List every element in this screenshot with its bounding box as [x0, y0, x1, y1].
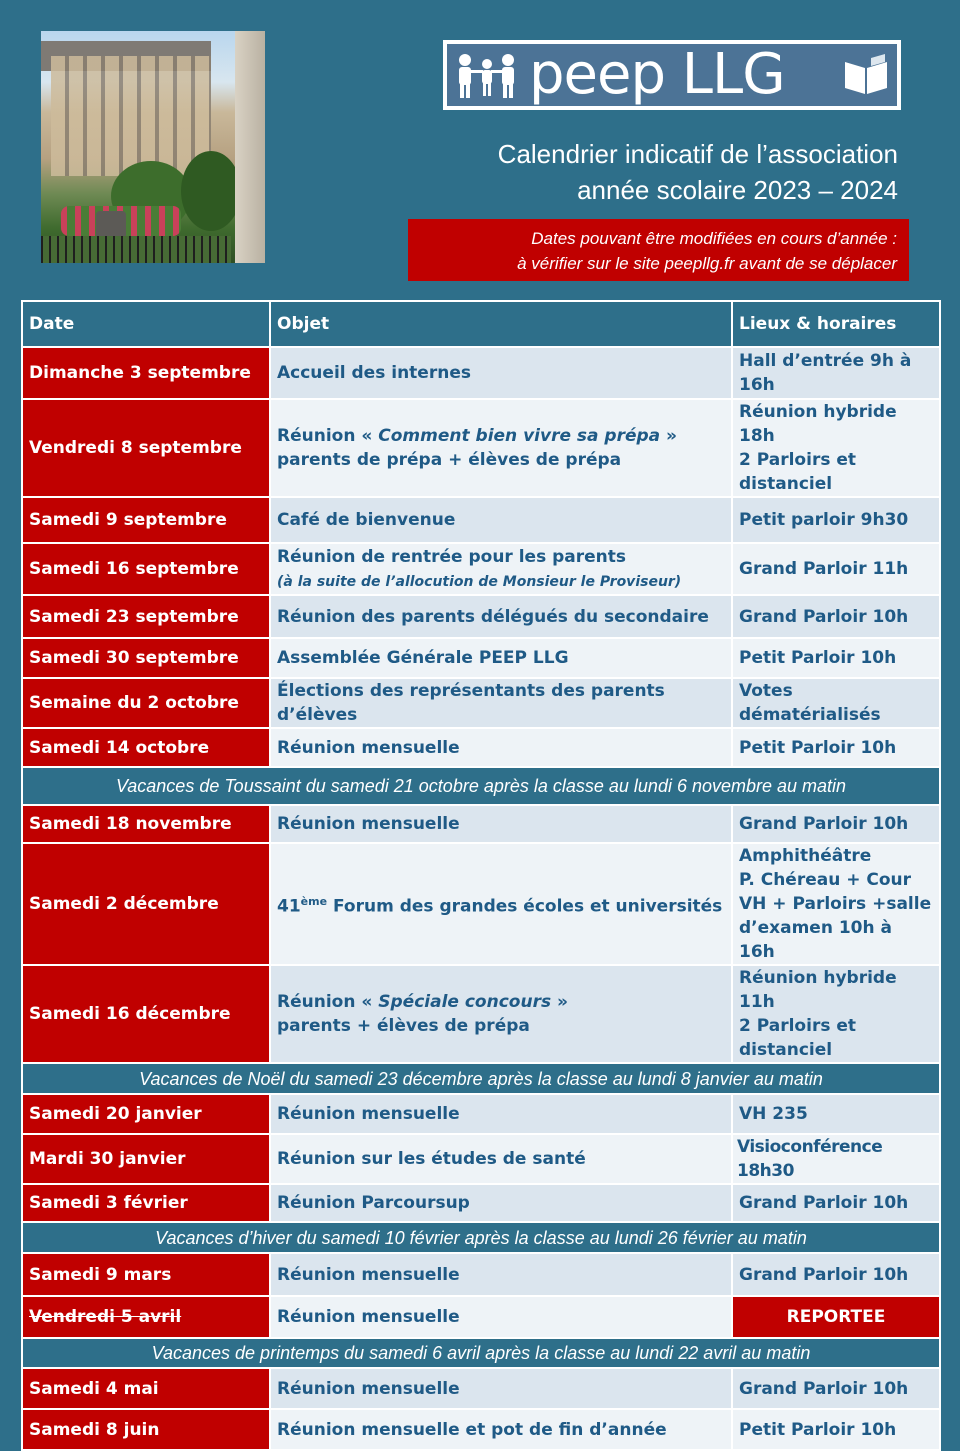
row-objet	[270, 965, 732, 1063]
row-lieux: VH 235	[732, 1094, 940, 1134]
table-row	[22, 347, 940, 399]
row-objet: Accueil des internes	[270, 347, 732, 399]
vacation-text: Vacances de printemps du samedi 6 avril après la classe au lundi 22 avril au matin	[22, 1338, 940, 1368]
row-objet: Assemblée Générale PEEP LLG	[270, 638, 732, 678]
objet-line-1: Réunion de rentrée pour les parents	[277, 546, 627, 567]
objet-line-2: parents + élèves de prépa	[277, 1016, 530, 1036]
lieux-line-1: Réunion hybride 18h	[739, 402, 897, 446]
table-row	[22, 805, 940, 843]
notice-line-1: Dates pouvant être modifiées en cours d’année :	[531, 229, 897, 248]
row-lieux: Votes dématérialisés	[732, 678, 940, 728]
row-date: Samedi 20 janvier	[22, 1094, 270, 1134]
row-objet	[270, 399, 732, 497]
row-objet: Réunion des parents délégués du secondaire	[270, 595, 732, 638]
table-row	[22, 728, 940, 767]
table-row	[22, 1184, 940, 1222]
row-date: Samedi 16 décembre	[22, 965, 270, 1063]
row-date: Samedi 4 mai	[22, 1368, 270, 1409]
row-objet: Élections des représentants des parents d’élèves	[270, 678, 732, 728]
row-lieux: Visioconférence 18h30	[732, 1134, 940, 1184]
lieux-line-1: Réunion hybride 11h	[739, 968, 897, 1012]
row-lieux: Grand Parloir 10h	[732, 1253, 940, 1296]
status-badge: REPORTEE	[732, 1296, 940, 1338]
objet-number: 41	[277, 896, 301, 917]
page-title	[498, 136, 898, 208]
calendar-table	[21, 300, 941, 1451]
table-row	[22, 543, 940, 595]
lieux-line-1: Amphithéâtre	[739, 846, 872, 866]
row-date: Samedi 23 septembre	[22, 595, 270, 638]
lieux-line-4: d’examen 10h à 16h	[739, 918, 893, 962]
row-date: Samedi 9 mars	[22, 1253, 270, 1296]
row-date: Vendredi 8 septembre	[22, 399, 270, 497]
row-objet: Réunion mensuelle	[270, 1296, 732, 1338]
row-objet: Réunion sur les études de santé	[270, 1134, 732, 1184]
open-book-icon	[841, 52, 891, 98]
row-objet: Réunion Parcoursup	[270, 1184, 732, 1222]
row-lieux: Grand Parloir 10h	[732, 805, 940, 843]
table-row	[22, 595, 940, 638]
row-lieux	[732, 399, 940, 497]
vacation-row	[22, 1338, 940, 1368]
table-row	[22, 843, 940, 965]
vacation-row	[22, 1222, 940, 1253]
row-date: Samedi 16 septembre	[22, 543, 270, 595]
row-date: Mardi 30 janvier	[22, 1134, 270, 1184]
objet-prefix: Réunion «	[277, 992, 379, 1012]
row-lieux: Grand Parloir 10h	[732, 595, 940, 638]
row-date: Samedi 14 octobre	[22, 728, 270, 767]
vacation-text: Vacances de Toussaint du samedi 21 octobre après la classe au lundi 6 novembre au matin	[22, 767, 940, 805]
table-row	[22, 399, 940, 497]
lieux-line-3: VH + Parloirs +salle	[739, 894, 932, 914]
row-objet: Réunion mensuelle	[270, 728, 732, 767]
notice-banner	[408, 219, 909, 281]
objet-suffix: »	[660, 426, 678, 446]
row-lieux: Petit Parloir 10h	[732, 728, 940, 767]
objet-line-2: parents de prépa + élèves de prépa	[277, 450, 622, 470]
objet-italic: Spéciale concours	[378, 992, 552, 1012]
row-date: Samedi 30 septembre	[22, 638, 270, 678]
table-header-row	[22, 301, 940, 347]
objet-suffix: »	[551, 992, 568, 1012]
row-lieux	[732, 843, 940, 965]
table-row	[22, 497, 940, 543]
table-row	[22, 1409, 940, 1450]
school-courtyard-photo	[41, 31, 265, 263]
row-date: Samedi 9 septembre	[22, 497, 270, 543]
logo-text: peep LLG	[529, 42, 785, 107]
row-lieux: Petit Parloir 10h	[732, 1409, 940, 1450]
objet-superscript: ème	[300, 894, 328, 908]
peep-llg-logo	[443, 40, 901, 110]
row-objet	[270, 543, 732, 595]
table-row	[22, 678, 940, 728]
row-objet: Réunion mensuelle	[270, 1368, 732, 1409]
table-row	[22, 638, 940, 678]
vacation-row	[22, 767, 940, 805]
row-date: Samedi 18 novembre	[22, 805, 270, 843]
vacation-text: Vacances de Noël du samedi 23 décembre après la classe au lundi 8 janvier au matin	[22, 1063, 940, 1094]
row-objet: Café de bienvenue	[270, 497, 732, 543]
row-objet: Réunion mensuelle	[270, 805, 732, 843]
table-row	[22, 1296, 940, 1338]
notice-line-2: à vérifier sur le site peepllg.fr avant de se déplacer	[517, 254, 897, 273]
row-lieux: Grand Parloir 10h	[732, 1368, 940, 1409]
objet-text: Forum des grandes écoles et universités	[327, 896, 723, 917]
objet-prefix: Réunion «	[277, 426, 379, 446]
row-date: Dimanche 3 septembre	[22, 347, 270, 399]
row-lieux	[732, 965, 940, 1063]
vacation-row	[22, 1063, 940, 1094]
table-row	[22, 1134, 940, 1184]
row-objet: Réunion mensuelle	[270, 1094, 732, 1134]
table-row	[22, 1253, 940, 1296]
table-row	[22, 1368, 940, 1409]
header-date: Date	[22, 301, 270, 347]
row-date: Samedi 3 février	[22, 1184, 270, 1222]
row-date: Vendredi 5 avril	[22, 1296, 270, 1338]
row-objet	[270, 843, 732, 965]
title-line-1: Calendrier indicatif de l’association	[497, 139, 898, 169]
title-line-2: année scolaire 2023 – 2024	[577, 175, 898, 205]
row-lieux: Grand Parloir 10h	[732, 1184, 940, 1222]
row-date: Semaine du 2 octobre	[22, 678, 270, 728]
table-row	[22, 965, 940, 1063]
row-lieux: Petit parloir 9h30	[732, 497, 940, 543]
family-figures-icon	[453, 50, 523, 100]
objet-note: (à la suite de l’allocution de Monsieur le Proviseur)	[277, 573, 682, 590]
row-objet: Réunion mensuelle	[270, 1253, 732, 1296]
objet-italic: Comment bien vivre sa prépa	[378, 426, 661, 446]
row-lieux: Grand Parloir 11h	[732, 543, 940, 595]
lieux-line-2: P. Chéreau + Cour	[739, 870, 912, 890]
row-date: Samedi 2 décembre	[22, 843, 270, 965]
row-date: Samedi 8 juin	[22, 1409, 270, 1450]
vacation-text: Vacances d’hiver du samedi 10 février après la classe au lundi 26 février au matin	[22, 1222, 940, 1253]
header-lieux: Lieux & horaires	[732, 301, 940, 347]
row-lieux: Hall d’entrée 9h à 16h	[732, 347, 940, 399]
header-objet: Objet	[270, 301, 732, 347]
table-row	[22, 1094, 940, 1134]
lieux-line-2: 2 Parloirs et distanciel	[739, 450, 857, 494]
row-objet: Réunion mensuelle et pot de fin d’année	[270, 1409, 732, 1450]
row-lieux: Petit Parloir 10h	[732, 638, 940, 678]
lieux-line-2: 2 Parloirs et distanciel	[739, 1016, 857, 1060]
